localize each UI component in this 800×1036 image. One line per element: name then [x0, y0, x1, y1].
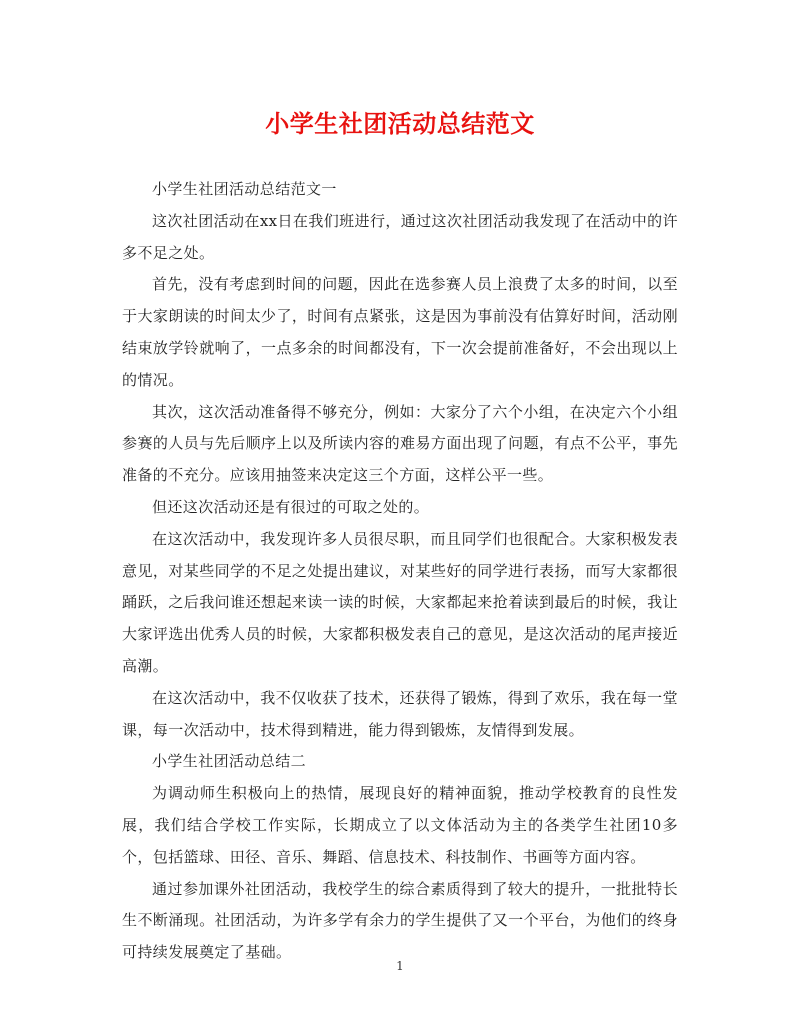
paragraph: 通过参加课外社团活动，我校学生的综合素质得到了较大的提升，一批批特长生不断涌现。社团活动，为许多学有余力的学生提供了又一个平台，为他们的终身可持续发展奠定了基础。 — [122, 879, 678, 962]
page-number: 1 — [396, 959, 404, 973]
paragraph: 在这次活动中，我发现许多人员很尽职，而且同学们也很配合。大家积极发表意见，对某些同学的不足之处提出建议，对某些好的同学进行表扬，而写大家都很踊跃，之后我问谁还想起来读一读的时候，大家都起来抢着读到最后的时候，我让大家评选出优秀人员的时候，大家都积极发表自己的意见，是这次活动的尾声接近高潮。 — [122, 529, 678, 675]
section-heading-1: 小学生社团活动总结范文一 — [152, 180, 337, 198]
paragraph: 这次社团活动在xx日在我们班进行，通过这次社团活动我发现了在活动中的许多不足之处。 — [122, 211, 678, 262]
section-heading-2: 小学生社团活动总结二 — [152, 752, 307, 771]
document-body — [122, 174, 678, 969]
paragraph: 其次，这次活动准备得不够充分，例如：大家分了六个小组，在决定六个小组参赛的人员与先后顺序上以及所读内容的难易方面出现了问题，有点不公平，事先准备的不充分。应该用抽签来决定这三个方面，这样公平一些。 — [122, 402, 678, 485]
document-title: 小学生社团活动总结范文 — [265, 109, 535, 138]
paragraph: 但还这次活动还是有很过的可取之处的。 — [152, 497, 430, 516]
paragraph: 首先，没有考虑到时间的问题，因此在选参赛人员上浪费了太多的时间，以至于大家朗读的时间太少了，时间有点紧张，这是因为事前没有估算好时间，活动刚结束放学铃就响了，一点多余的时间都没有，下一次会提前准备好，不会出现以上的情况。 — [122, 275, 678, 389]
paragraph: 为调动师生积极向上的热情，展现良好的精神面貌，推动学校教育的良性发展，我们结合学校工作实际，长期成立了以文体活动为主的各类学生社团10多个，包括篮球、田径、音乐、舞蹈、信息技术、科技制作、书画等方面内容。 — [122, 784, 678, 866]
paragraph: 在这次活动中，我不仅收获了技术，还获得了锻炼，得到了欢乐，我在每一堂课，每一次活动中，技术得到精进，能力得到锻炼，友情得到发展。 — [122, 688, 678, 739]
